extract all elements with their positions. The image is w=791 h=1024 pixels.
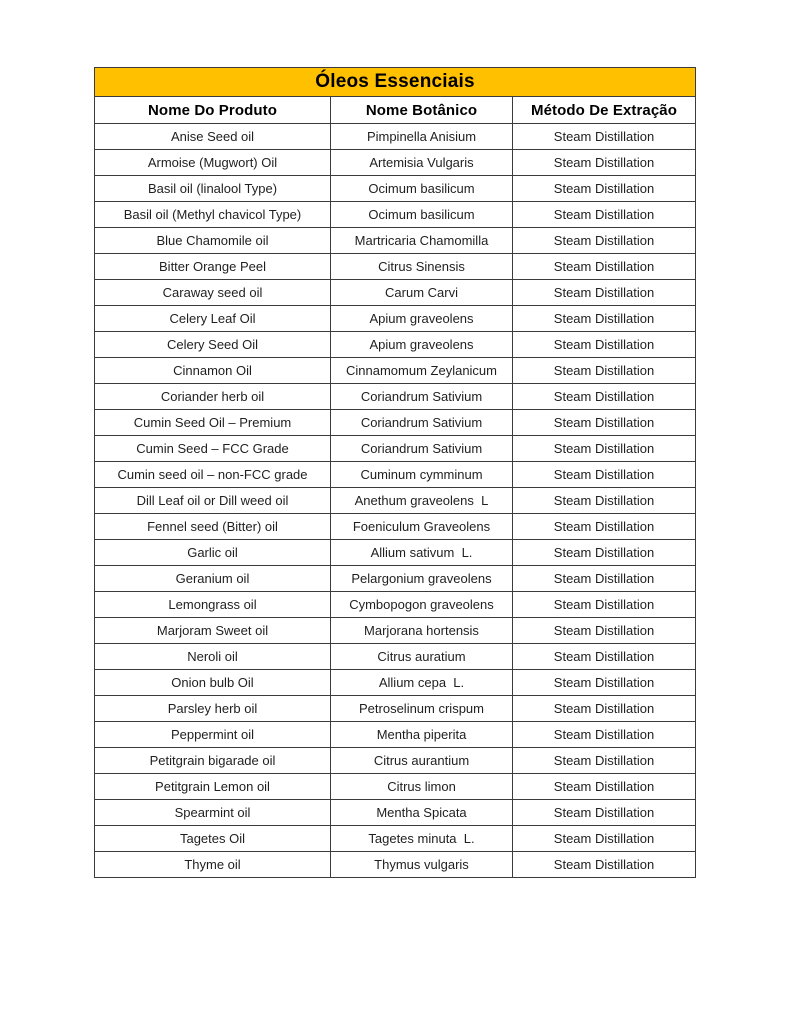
table-row bbox=[95, 774, 696, 800]
method-cell: Steam Distillation bbox=[513, 774, 696, 800]
method-cell: Steam Distillation bbox=[513, 280, 696, 306]
product-cell: Geranium oil bbox=[95, 566, 331, 592]
product-cell: Marjoram Sweet oil bbox=[95, 618, 331, 644]
product-cell: Cumin Seed – FCC Grade bbox=[95, 436, 331, 462]
method-cell: Steam Distillation bbox=[513, 254, 696, 280]
product-cell: Garlic oil bbox=[95, 540, 331, 566]
method-cell: Steam Distillation bbox=[513, 384, 696, 410]
method-cell: Steam Distillation bbox=[513, 176, 696, 202]
botanical-cell: Marjorana hortensis bbox=[331, 618, 513, 644]
method-cell: Steam Distillation bbox=[513, 462, 696, 488]
method-cell: Steam Distillation bbox=[513, 358, 696, 384]
table-row bbox=[95, 202, 696, 228]
product-cell: Fennel seed (Bitter) oil bbox=[95, 514, 331, 540]
table-row bbox=[95, 644, 696, 670]
column-header-product: Nome Do Produto bbox=[95, 97, 331, 124]
method-cell: Steam Distillation bbox=[513, 124, 696, 150]
method-cell: Steam Distillation bbox=[513, 722, 696, 748]
table-row bbox=[95, 748, 696, 774]
botanical-cell: Mentha Spicata bbox=[331, 800, 513, 826]
product-cell: Caraway seed oil bbox=[95, 280, 331, 306]
product-cell: Blue Chamomile oil bbox=[95, 228, 331, 254]
product-cell: Cinnamon Oil bbox=[95, 358, 331, 384]
product-cell: Celery Leaf Oil bbox=[95, 306, 331, 332]
table-row bbox=[95, 722, 696, 748]
product-cell: Bitter Orange Peel bbox=[95, 254, 331, 280]
botanical-cell: Cuminum cymminum bbox=[331, 462, 513, 488]
table-row bbox=[95, 514, 696, 540]
product-cell: Celery Seed Oil bbox=[95, 332, 331, 358]
method-cell: Steam Distillation bbox=[513, 618, 696, 644]
table-row bbox=[95, 254, 696, 280]
table-row bbox=[95, 462, 696, 488]
table-row bbox=[95, 540, 696, 566]
method-cell: Steam Distillation bbox=[513, 306, 696, 332]
method-cell: Steam Distillation bbox=[513, 410, 696, 436]
method-cell: Steam Distillation bbox=[513, 228, 696, 254]
botanical-cell: Coriandrum Sativium bbox=[331, 436, 513, 462]
product-cell: Armoise (Mugwort) Oil bbox=[95, 150, 331, 176]
botanical-cell: Anethum graveolens L bbox=[331, 488, 513, 514]
method-cell: Steam Distillation bbox=[513, 514, 696, 540]
table-title-row bbox=[95, 68, 696, 97]
botanical-cell: Foeniculum Graveolens bbox=[331, 514, 513, 540]
botanical-cell: Ocimum basilicum bbox=[331, 176, 513, 202]
method-cell: Steam Distillation bbox=[513, 202, 696, 228]
product-cell: Petitgrain Lemon oil bbox=[95, 774, 331, 800]
method-cell: Steam Distillation bbox=[513, 826, 696, 852]
botanical-cell: Cinnamomum Zeylanicum bbox=[331, 358, 513, 384]
table-row bbox=[95, 826, 696, 852]
table-row bbox=[95, 124, 696, 150]
table-row bbox=[95, 670, 696, 696]
method-cell: Steam Distillation bbox=[513, 748, 696, 774]
table-row bbox=[95, 566, 696, 592]
botanical-cell: Petroselinum crispum bbox=[331, 696, 513, 722]
botanical-cell: Pelargonium graveolens bbox=[331, 566, 513, 592]
method-cell: Steam Distillation bbox=[513, 436, 696, 462]
botanical-cell: Ocimum basilicum bbox=[331, 202, 513, 228]
product-cell: Spearmint oil bbox=[95, 800, 331, 826]
method-cell: Steam Distillation bbox=[513, 696, 696, 722]
product-cell: Parsley herb oil bbox=[95, 696, 331, 722]
method-cell: Steam Distillation bbox=[513, 540, 696, 566]
method-cell: Steam Distillation bbox=[513, 150, 696, 176]
botanical-cell: Citrus aurantium bbox=[331, 748, 513, 774]
botanical-cell: Pimpinella Anisium bbox=[331, 124, 513, 150]
table-row bbox=[95, 618, 696, 644]
method-cell: Steam Distillation bbox=[513, 800, 696, 826]
botanical-cell: Apium graveolens bbox=[331, 306, 513, 332]
botanical-cell: Martricaria Chamomilla bbox=[331, 228, 513, 254]
table-row bbox=[95, 488, 696, 514]
table-row bbox=[95, 228, 696, 254]
botanical-cell: Artemisia Vulgaris bbox=[331, 150, 513, 176]
essential-oils-table bbox=[94, 67, 696, 878]
product-cell: Anise Seed oil bbox=[95, 124, 331, 150]
botanical-cell: Allium cepa L. bbox=[331, 670, 513, 696]
botanical-cell: Thymus vulgaris bbox=[331, 852, 513, 878]
table-row bbox=[95, 852, 696, 878]
table-row bbox=[95, 384, 696, 410]
product-cell: Basil oil (Methyl chavicol Type) bbox=[95, 202, 331, 228]
method-cell: Steam Distillation bbox=[513, 332, 696, 358]
table-row bbox=[95, 150, 696, 176]
table-row bbox=[95, 800, 696, 826]
column-header-method: Método De Extração bbox=[513, 97, 696, 124]
botanical-cell: Allium sativum L. bbox=[331, 540, 513, 566]
method-cell: Steam Distillation bbox=[513, 488, 696, 514]
product-cell: Tagetes Oil bbox=[95, 826, 331, 852]
table-row bbox=[95, 332, 696, 358]
product-cell: Thyme oil bbox=[95, 852, 331, 878]
table-row bbox=[95, 176, 696, 202]
table-row bbox=[95, 696, 696, 722]
product-cell: Cumin seed oil – non-FCC grade bbox=[95, 462, 331, 488]
botanical-cell: Citrus Sinensis bbox=[331, 254, 513, 280]
table-row bbox=[95, 410, 696, 436]
method-cell: Steam Distillation bbox=[513, 670, 696, 696]
product-cell: Onion bulb Oil bbox=[95, 670, 331, 696]
method-cell: Steam Distillation bbox=[513, 852, 696, 878]
botanical-cell: Citrus limon bbox=[331, 774, 513, 800]
botanical-cell: Coriandrum Sativium bbox=[331, 410, 513, 436]
method-cell: Steam Distillation bbox=[513, 592, 696, 618]
column-header-botanical: Nome Botânico bbox=[331, 97, 513, 124]
method-cell: Steam Distillation bbox=[513, 566, 696, 592]
botanical-cell: Coriandrum Sativium bbox=[331, 384, 513, 410]
table-title: Óleos Essenciais bbox=[95, 68, 696, 97]
table-row bbox=[95, 436, 696, 462]
botanical-cell: Tagetes minuta L. bbox=[331, 826, 513, 852]
table-row bbox=[95, 306, 696, 332]
botanical-cell: Carum Carvi bbox=[331, 280, 513, 306]
product-cell: Cumin Seed Oil – Premium bbox=[95, 410, 331, 436]
product-cell: Coriander herb oil bbox=[95, 384, 331, 410]
table-body bbox=[95, 124, 696, 878]
botanical-cell: Citrus auratium bbox=[331, 644, 513, 670]
product-cell: Neroli oil bbox=[95, 644, 331, 670]
table-row bbox=[95, 280, 696, 306]
botanical-cell: Cymbopogon graveolens bbox=[331, 592, 513, 618]
product-cell: Basil oil (linalool Type) bbox=[95, 176, 331, 202]
table-row bbox=[95, 592, 696, 618]
product-cell: Dill Leaf oil or Dill weed oil bbox=[95, 488, 331, 514]
product-cell: Lemongrass oil bbox=[95, 592, 331, 618]
product-cell: Peppermint oil bbox=[95, 722, 331, 748]
botanical-cell: Mentha piperita bbox=[331, 722, 513, 748]
method-cell: Steam Distillation bbox=[513, 644, 696, 670]
column-header-row bbox=[95, 97, 696, 124]
product-cell: Petitgrain bigarade oil bbox=[95, 748, 331, 774]
botanical-cell: Apium graveolens bbox=[331, 332, 513, 358]
table-row bbox=[95, 358, 696, 384]
